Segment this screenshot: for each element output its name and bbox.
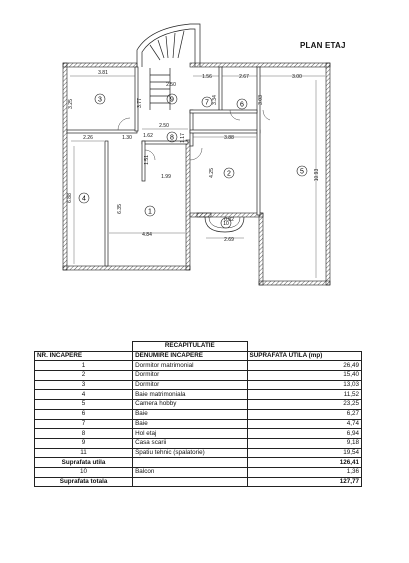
room-7: [202, 97, 212, 107]
svg-text:1.62: 1.62: [143, 133, 153, 139]
svg-text:1.51: 1.51: [144, 155, 150, 165]
room-name: Dormitor matrimonial: [133, 361, 247, 371]
room-8: [167, 132, 177, 142]
table-row: [35, 448, 362, 458]
svg-text:4.84: 4.84: [142, 232, 152, 238]
exterior-walls: [63, 63, 330, 285]
room-2: [224, 168, 234, 178]
svg-text:2.69: 2.69: [224, 237, 234, 243]
table-row: [35, 390, 362, 400]
table-row: [35, 429, 362, 439]
header-nr: NR. INCAPERE: [35, 351, 133, 361]
svg-text:1.99: 1.99: [161, 174, 171, 180]
room-name: Baie matrimoniala: [133, 390, 247, 400]
room-nr: 11: [35, 448, 133, 458]
recap-title: RECAPITULATIE: [133, 342, 247, 352]
room-nr: 2: [35, 371, 133, 381]
table-row: [35, 371, 362, 381]
recap-title-row: [35, 342, 362, 352]
room-4: [79, 193, 89, 203]
header-name: DENUMIRE INCAPERE: [133, 351, 247, 361]
table-row: [35, 380, 362, 390]
room-name: Casa scarii: [133, 438, 247, 448]
table-row: [35, 400, 362, 410]
util-label: Suprafata utila: [35, 458, 133, 468]
svg-text:3.77: 3.77: [137, 98, 143, 108]
svg-text:2: 2: [227, 170, 231, 178]
svg-text:4: 4: [82, 195, 86, 203]
room-1: [145, 206, 155, 216]
room-name: Spatiu tehnic (spalatorie): [133, 448, 247, 458]
room-nr: 4: [35, 390, 133, 400]
room-name: Dormitor: [133, 380, 247, 390]
total-value: 127,77: [247, 477, 361, 487]
svg-text:10.93: 10.93: [314, 168, 320, 182]
svg-text:1: 1: [148, 208, 152, 216]
room-name: Baie: [133, 409, 247, 419]
svg-text:10: 10: [223, 221, 229, 227]
util-row: [35, 458, 362, 468]
room-6: [237, 99, 247, 109]
svg-text:5: 5: [300, 168, 304, 176]
room-area: 11,52: [247, 390, 361, 400]
svg-text:3.81: 3.81: [98, 70, 108, 76]
room-name: Hol etaj: [133, 429, 247, 439]
room-name: Camera hobby: [133, 400, 247, 410]
svg-text:0.82: 0.82: [224, 217, 234, 223]
room-area: 13,03: [247, 380, 361, 390]
svg-text:1.56: 1.56: [202, 74, 212, 80]
door-swings: [118, 110, 270, 160]
balcon-row: [35, 467, 362, 477]
room-nr: 9: [35, 438, 133, 448]
svg-text:3.00: 3.00: [292, 74, 302, 80]
room-name: Dormitor: [133, 371, 247, 381]
balcon-name: Balcon: [133, 467, 247, 477]
recap-rows: [35, 361, 362, 458]
table-row: [35, 361, 362, 371]
room-name: Baie: [133, 419, 247, 429]
svg-text:4.25: 4.25: [209, 168, 215, 178]
room-area: 4,74: [247, 419, 361, 429]
room-area: 23,25: [247, 400, 361, 410]
recap-header-row: [35, 351, 362, 361]
room-nr: 8: [35, 429, 133, 439]
svg-text:6.88: 6.88: [67, 193, 73, 203]
room-area: 26,49: [247, 361, 361, 371]
header-area: SUPRAFATA UTILA (mp): [247, 351, 361, 361]
svg-text:7: 7: [205, 99, 209, 107]
table-row: [35, 438, 362, 448]
total-row: [35, 477, 362, 487]
room-5: [297, 166, 307, 176]
table-row: [35, 409, 362, 419]
room-3: [95, 94, 105, 104]
svg-text:3.88: 3.88: [224, 135, 234, 141]
svg-text:2.26: 2.26: [83, 135, 93, 141]
room-area: 15,40: [247, 371, 361, 381]
svg-text:2.67: 2.67: [239, 74, 249, 80]
room-nr: 7: [35, 419, 133, 429]
svg-text:3.03: 3.03: [258, 95, 264, 105]
room-area: 19,54: [247, 448, 361, 458]
plan-title: PLAN ETAJ: [300, 41, 346, 50]
total-label: Suprafata totala: [35, 477, 133, 487]
balcon-area: 1,36: [247, 467, 361, 477]
balcon-nr: 10: [35, 467, 133, 477]
svg-text:3.25: 3.25: [68, 99, 74, 109]
svg-text:9: 9: [170, 96, 174, 104]
svg-text:3: 3: [98, 96, 102, 104]
util-value: 126,41: [247, 458, 361, 468]
room-nr: 3: [35, 380, 133, 390]
room-area: 9,18: [247, 438, 361, 448]
room-area: 6,27: [247, 409, 361, 419]
svg-text:2.50: 2.50: [166, 82, 176, 88]
room-nr: 6: [35, 409, 133, 419]
table-row: [35, 419, 362, 429]
room-nr: 5: [35, 400, 133, 410]
svg-text:6: 6: [240, 101, 244, 109]
room-9: [167, 94, 177, 104]
recap-table: [34, 341, 362, 487]
svg-text:8: 8: [170, 134, 174, 142]
svg-text:1.17: 1.17: [180, 133, 186, 143]
svg-text:6.35: 6.35: [117, 204, 123, 214]
room-nr: 1: [35, 361, 133, 371]
svg-text:1.30: 1.30: [122, 135, 132, 141]
svg-text:2.50: 2.50: [159, 123, 169, 129]
room-area: 6,94: [247, 429, 361, 439]
svg-text:3.34: 3.34: [212, 95, 218, 105]
